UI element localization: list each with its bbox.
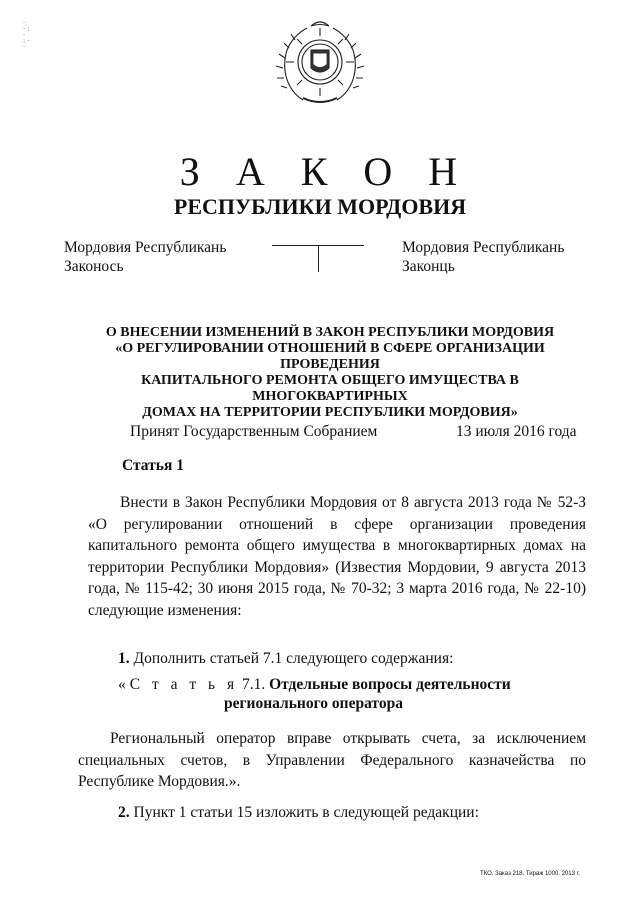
article-7-1-prefix: «С т а т ь я bbox=[118, 676, 239, 693]
document-title: З А К О Н bbox=[179, 149, 471, 194]
article-1-paragraph: Внести в Закон Республики Мордовия от 8 августа 2013 года № 52-З «О регулировании отношений в сфере организации проведения капитального ремонта общего имущества в многоквартирных домах на территории Республики Мордовия» (Известия Мордовии, 9 августа 2013 года, № 115-42; 30 июня 2015 года, № 70-32; 3 марта 2016 года, № 22-10) следующие изменения: bbox=[88, 494, 586, 619]
article-7-1-number: 7.1. bbox=[241, 676, 266, 693]
item-1-text: Дополнить статьей 7.1 следующего содержания: bbox=[133, 650, 454, 667]
item-2-text: Пункт 1 статьи 15 изложить в следующей редакции: bbox=[133, 804, 479, 821]
article-7-1-title-line1: Отдельные вопросы деятельности bbox=[269, 676, 511, 693]
article-7-1-paragraph: Региональный оператор вправе открывать счета, за исключением специальных счетов, в Управлении Федерального казначейства по Республике Мордовия.». bbox=[78, 730, 586, 790]
erzyan-title bbox=[402, 238, 564, 276]
print-mark: ТКО. Заказ 218. Тираж 1000. 2013 г. bbox=[480, 871, 580, 877]
law-title-line1: О ВНЕСЕНИИ ИЗМЕНЕНИЙ В ЗАКОН РЕСПУБЛИКИ МОРДОВИЯ bbox=[105, 325, 555, 340]
document-subtitle: РЕСПУБЛИКИ МОРДОВИЯ bbox=[173, 194, 467, 219]
item-2 bbox=[118, 804, 479, 822]
item-2-number: 2. bbox=[118, 804, 130, 821]
item-1-number: 1. bbox=[118, 650, 130, 667]
adoption-label: Принят Государственным Собранием bbox=[130, 423, 378, 440]
erzyan-title-line2: Законць bbox=[402, 258, 455, 275]
article-1-heading: Статья 1 bbox=[122, 457, 184, 474]
scan-artifact: · ·: · :· · bbox=[22, 19, 31, 51]
law-title bbox=[70, 325, 590, 421]
law-title-line4: ДОМАХ НА ТЕРРИТОРИИ РЕСПУБЛИКИ МОРДОВИЯ» bbox=[142, 405, 518, 420]
coat-of-arms-icon bbox=[273, 18, 367, 108]
mokshan-title bbox=[64, 238, 226, 276]
mokshan-title-line2: Законось bbox=[64, 258, 124, 275]
article-7-1-heading bbox=[118, 676, 511, 694]
item-1 bbox=[118, 650, 453, 668]
header-divider-vertical bbox=[318, 245, 319, 272]
law-title-line2: «О РЕГУЛИРОВАНИИ ОТНОШЕНИЙ В СФЕРЕ ОРГАНИЗАЦИИ ПРОВЕДЕНИЯ bbox=[115, 341, 545, 372]
law-title-line3: КАПИТАЛЬНОГО РЕМОНТА ОБЩЕГО ИМУЩЕСТВА В МНОГОКВАРТИРНЫХ bbox=[141, 373, 519, 404]
erzyan-title-line1: Мордовия Республикань bbox=[402, 239, 565, 256]
article-7-1-title-line2: регионального оператора bbox=[224, 695, 403, 712]
mokshan-title-line1: Мордовия Республикань bbox=[64, 239, 227, 256]
adoption-date: 13 июля 2016 года bbox=[456, 423, 577, 440]
